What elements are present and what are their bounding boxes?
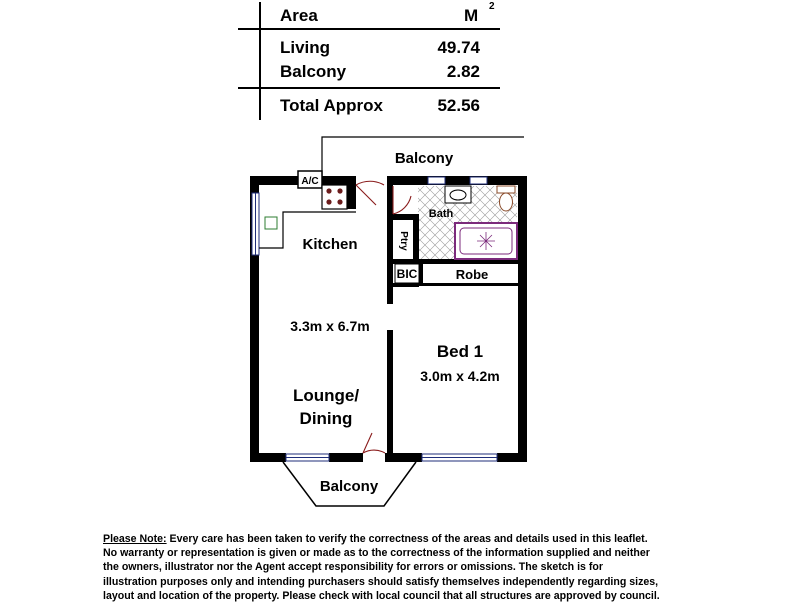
note-line-2: No warranty or representation is given or made as to the correctness of the information supplied and neither (103, 547, 650, 560)
wall-right (518, 176, 527, 462)
window-bath-1 (428, 177, 445, 184)
balcony-door-swing (363, 433, 385, 453)
wall-robe-bottom (419, 283, 523, 286)
wall-bed-lounge-stub (387, 300, 393, 304)
cooktop-burner-2 (337, 188, 342, 193)
bottom-balcony-label: Balcony (319, 478, 379, 495)
toilet-cistern (497, 186, 515, 193)
area-row-living-value: 49.74 (437, 38, 480, 57)
pantry-label: Ptry (398, 231, 409, 251)
cooktop-burner-3 (326, 199, 331, 204)
bottom-balcony (283, 462, 416, 506)
wall-bottom-1 (250, 453, 286, 462)
ac-unit (298, 171, 322, 188)
area-total-value: 52.56 (437, 96, 480, 115)
basin-bowl (450, 190, 466, 200)
wall-top-right (387, 176, 527, 185)
bed-label: Bed 1 (436, 342, 484, 361)
cooktop-burner-1 (326, 188, 331, 193)
kitchen-wall-return (347, 185, 356, 209)
wall-bed-lounge (387, 330, 393, 462)
area-row-living-label: Living (280, 38, 331, 57)
area-header-label: Area (280, 6, 318, 25)
note-line-1-text: Every care has been taken to verify the correctness of the areas and details used in this leaflet. (169, 533, 648, 545)
entry-door-swing (356, 181, 384, 205)
disclaimer-note (103, 532, 703, 603)
toilet-icon (500, 193, 513, 211)
cooktop-burner-4 (337, 199, 342, 204)
kitchen-label: Kitchen (302, 236, 358, 253)
area-row-balcony-label: Balcony (280, 62, 347, 81)
wall-bottom-2 (329, 453, 363, 462)
bic-label: BIC (396, 267, 418, 281)
top-balcony-label: Balcony (394, 150, 454, 167)
area-table (238, 1, 500, 120)
wall-bic-right (419, 262, 423, 286)
ac-label: A/C (301, 176, 319, 187)
wall-pantry-left (387, 214, 393, 300)
living-size-label: 3.3m x 6.7m (290, 318, 370, 334)
area-row-balcony-value: 2.82 (446, 62, 480, 81)
wall-pantry-right (413, 214, 419, 262)
bath-door-swing (393, 186, 411, 214)
note-line-5: layout and location of the property. Please check with local council that all structures are approved by council. (103, 589, 660, 602)
wall-bath-door-jamb (387, 176, 393, 220)
robe-label: Robe (455, 267, 489, 282)
area-header-unit: M (464, 6, 479, 25)
lounge-label: Lounge/ (292, 386, 360, 405)
area-header-unit-sup: 2 (489, 1, 495, 12)
cooktop-icon (322, 185, 347, 209)
dining-label: Dining (299, 409, 353, 428)
note-line-4: illustration purposes only and intending purchasers should satisfy themselves independently regarding sizes, (103, 575, 659, 588)
window-bath-2 (470, 177, 487, 184)
kitchen-sink-icon (265, 217, 277, 229)
bed-size-label: 3.0m x 4.2m (420, 368, 500, 384)
note-line-3: the owners, illustrator nor the Agent accept responsibility for errors or omissions. The sketch is for (103, 561, 603, 574)
wall-bic-bottom (393, 283, 419, 287)
note-heading: Please Note: (103, 533, 167, 545)
area-total-label: Total Approx (280, 96, 383, 115)
cooktop-frame (322, 185, 347, 209)
bath-label: Bath (428, 208, 454, 220)
note-line-1 (103, 532, 703, 546)
wall-bottom-4 (497, 453, 527, 462)
top-balcony (322, 137, 524, 176)
